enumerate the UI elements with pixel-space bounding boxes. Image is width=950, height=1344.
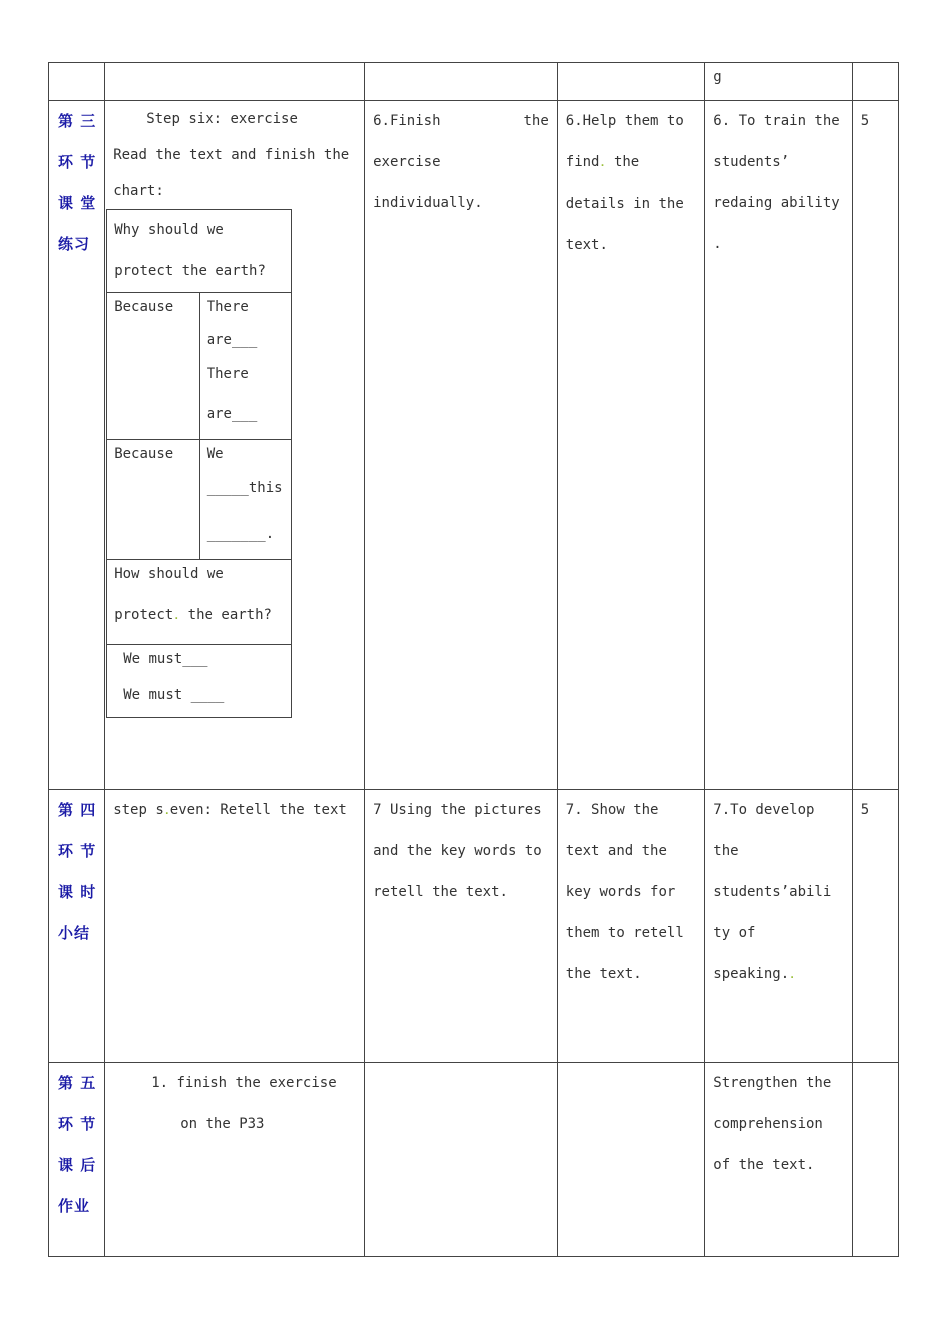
chart-row bbox=[107, 210, 292, 293]
stage-label-line: 第 四 bbox=[58, 801, 97, 819]
content-cell bbox=[105, 1063, 365, 1257]
chart-must-line: We must___ bbox=[123, 651, 208, 667]
teacher-text: them to retell bbox=[565, 925, 684, 941]
teacher-activity-cell bbox=[557, 790, 705, 1063]
student-text: and the key words to bbox=[373, 843, 542, 859]
homework-line: on the P33 bbox=[180, 1116, 265, 1132]
chart-question-line: protect. the earth? bbox=[114, 607, 272, 623]
teacher-text: the text. bbox=[565, 966, 642, 982]
purpose-cell bbox=[705, 101, 853, 790]
chart-must bbox=[107, 645, 292, 718]
instruction-line: chart: bbox=[113, 183, 164, 199]
teacher-text: details in the bbox=[565, 196, 684, 212]
table-row bbox=[49, 790, 899, 1063]
student-text: the bbox=[523, 113, 549, 129]
purpose-text: 6. To train the bbox=[713, 113, 840, 129]
chart-answer-line: There bbox=[206, 299, 249, 315]
stage-label-line: 第 三 bbox=[58, 112, 97, 130]
stage-label-line: 环 节 bbox=[58, 1115, 97, 1133]
stage-cell bbox=[49, 1063, 105, 1257]
content-text: step s.even: Retell the text bbox=[113, 802, 347, 818]
purpose-text: g bbox=[713, 69, 722, 85]
student-text: individually. bbox=[373, 195, 483, 211]
stage-label-line: 课 时 bbox=[58, 883, 97, 901]
stage-cell bbox=[49, 790, 105, 1063]
purpose-text: redaing ability bbox=[713, 195, 840, 211]
purpose-text: ty of speaking.. bbox=[713, 925, 796, 982]
teacher-text: key words for bbox=[565, 884, 676, 900]
purpose-text: Strengthen the bbox=[713, 1075, 832, 1091]
chart-answer-line: are___ bbox=[206, 406, 258, 422]
teacher-text: 6.Help them to bbox=[565, 113, 684, 129]
stage-label-line: 练习 bbox=[58, 235, 91, 253]
purpose-text: comprehension bbox=[713, 1116, 823, 1132]
purpose-text: students’ bbox=[713, 154, 790, 170]
instruction-line: Read the text and finish the bbox=[113, 147, 350, 163]
purpose-text: 7.To develop bbox=[713, 802, 815, 818]
table-row bbox=[49, 1063, 899, 1257]
stage-cell bbox=[49, 101, 105, 790]
chart-row bbox=[107, 560, 292, 645]
teacher-activity-cell bbox=[557, 63, 705, 101]
stage-label-line: 作业 bbox=[58, 1197, 91, 1215]
student-text: 6.Finish bbox=[373, 113, 441, 129]
purpose-text: . bbox=[713, 236, 722, 252]
stage-cell bbox=[49, 63, 105, 101]
chart-answer-line: There bbox=[206, 366, 249, 382]
chart-question bbox=[107, 560, 292, 645]
content-cell bbox=[105, 790, 365, 1063]
chart-must-line: We must ____ bbox=[123, 687, 225, 703]
content-cell bbox=[105, 63, 365, 101]
purpose-text: students’abili bbox=[713, 884, 832, 900]
chart-answer-line: _______. bbox=[206, 526, 275, 542]
content-cell bbox=[105, 101, 365, 790]
time-value: 5 bbox=[860, 802, 870, 818]
homework-line: 1. finish the exercise bbox=[151, 1075, 337, 1091]
student-text: 7 Using the pictures bbox=[373, 802, 542, 818]
chart-question-line: protect the earth? bbox=[114, 263, 266, 279]
time-cell bbox=[852, 790, 898, 1063]
stage-label-line: 课 后 bbox=[58, 1156, 97, 1174]
teacher-activity-cell bbox=[557, 101, 705, 790]
time-cell bbox=[852, 63, 898, 101]
stage-label-line: 第 五 bbox=[58, 1074, 97, 1092]
time-value: 5 bbox=[860, 113, 870, 129]
chart-row bbox=[107, 440, 292, 560]
purpose-cell bbox=[705, 1063, 853, 1257]
chart-because-label: Because bbox=[107, 293, 200, 440]
exercise-chart bbox=[106, 209, 292, 718]
student-activity-cell bbox=[365, 1063, 558, 1257]
stage-label-line: 环 节 bbox=[58, 153, 97, 171]
chart-answer-line: are___ bbox=[206, 332, 258, 348]
purpose-cell bbox=[705, 63, 853, 101]
teacher-activity-cell bbox=[557, 1063, 705, 1257]
stage-label-line: 环 节 bbox=[58, 842, 97, 860]
chart-row bbox=[107, 645, 292, 718]
chart-answer bbox=[199, 293, 292, 440]
stage-label-line: 课 堂 bbox=[58, 194, 97, 212]
table-row bbox=[49, 101, 899, 790]
student-activity-cell bbox=[365, 790, 558, 1063]
student-text: exercise bbox=[373, 154, 441, 170]
step-title: Step six: exercise bbox=[146, 111, 298, 127]
stage-label-line: 小结 bbox=[58, 924, 91, 942]
purpose-text: of the text. bbox=[713, 1157, 815, 1173]
teacher-text: find. the bbox=[565, 154, 640, 170]
chart-answer bbox=[199, 440, 292, 560]
student-text: retell the text. bbox=[373, 884, 508, 900]
lesson-plan-table bbox=[48, 62, 899, 1257]
purpose-cell bbox=[705, 790, 853, 1063]
chart-row bbox=[107, 293, 292, 440]
chart-answer-line: We bbox=[206, 446, 224, 462]
teacher-text: text and the bbox=[565, 843, 667, 859]
student-activity-cell bbox=[365, 101, 558, 790]
table-row bbox=[49, 63, 899, 101]
chart-question-line: How should we bbox=[114, 566, 224, 582]
time-cell bbox=[852, 1063, 898, 1257]
student-activity-cell bbox=[365, 63, 558, 101]
chart-question-line: Why should we bbox=[114, 222, 224, 238]
chart-question bbox=[107, 210, 292, 293]
chart-because-label: Because bbox=[107, 440, 200, 560]
teacher-text: text. bbox=[565, 237, 608, 253]
time-cell bbox=[852, 101, 898, 790]
chart-answer-line: _____this bbox=[206, 480, 283, 496]
purpose-text: the bbox=[713, 843, 739, 859]
teacher-text: 7. Show the bbox=[565, 802, 659, 818]
